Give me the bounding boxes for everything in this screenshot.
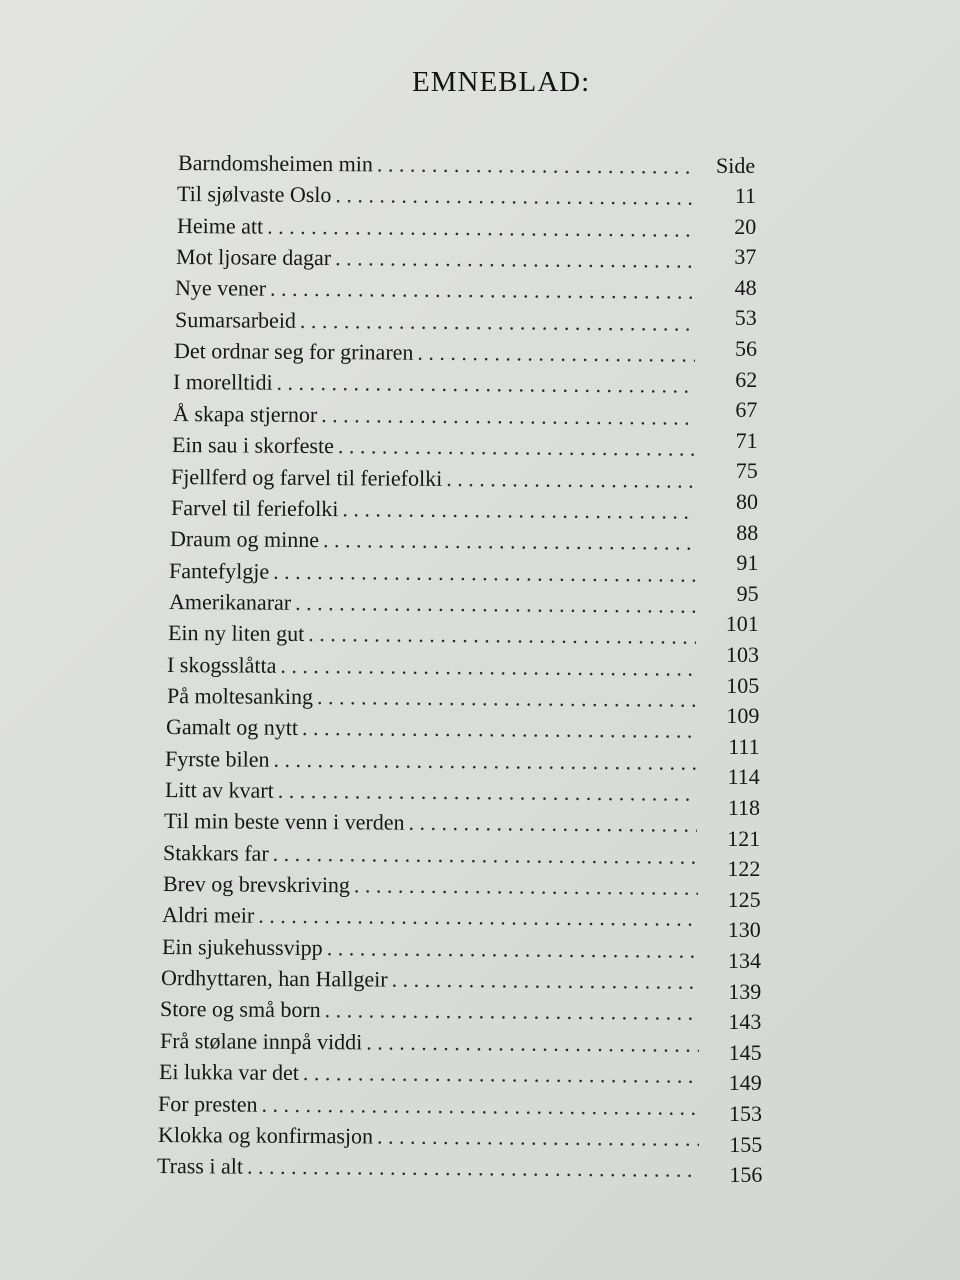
dot-leader xyxy=(338,433,696,461)
toc-page-number: 114 xyxy=(727,764,760,790)
dot-leader xyxy=(317,684,697,713)
toc-entry xyxy=(176,244,701,278)
dot-leader xyxy=(262,1091,699,1120)
dot-leader xyxy=(247,1154,699,1183)
dot-leader xyxy=(295,590,696,619)
toc-entry-title: Nye vener xyxy=(175,275,267,302)
toc-page-number: 53 xyxy=(734,305,757,331)
toc-page-number: 95 xyxy=(736,580,759,606)
dot-leader xyxy=(302,715,697,744)
dot-leader xyxy=(303,1060,699,1089)
toc-page-number: 118 xyxy=(727,795,760,820)
toc-entry xyxy=(161,934,703,968)
toc-entry xyxy=(174,338,701,372)
toc-page-number: 11 xyxy=(734,183,756,208)
toc-entry-title: I morelltidi xyxy=(173,369,274,396)
toc-page-number: 67 xyxy=(735,397,758,423)
dot-leader xyxy=(391,967,698,995)
toc-entry xyxy=(169,589,703,623)
toc-page-number: 103 xyxy=(726,642,759,667)
toc-page-number: 101 xyxy=(725,611,759,637)
toc-entry xyxy=(161,965,704,999)
dot-leader xyxy=(447,465,696,493)
toc-entry-title: Fantefylgje xyxy=(169,557,270,584)
toc-entry-title: Barndomsheimen min xyxy=(177,150,374,177)
toc-page-number: 121 xyxy=(727,825,761,851)
toc-entry-title: Klokka og konfirmasjon xyxy=(157,1121,373,1149)
toc-entry-title: Gamalt og nytt xyxy=(166,714,299,741)
toc-page-number: 37 xyxy=(734,244,757,270)
toc-page-number: 62 xyxy=(735,366,758,392)
toc-entry-title: Sumarsarbeid xyxy=(174,306,296,333)
toc-entry-title: Store og små born xyxy=(160,996,321,1023)
toc-page-number: 111 xyxy=(728,733,760,759)
dot-leader xyxy=(342,496,696,524)
toc-page-number: 75 xyxy=(735,458,758,484)
dot-leader xyxy=(274,558,696,587)
toc-entry-title: Til min beste venn i verden xyxy=(164,808,405,836)
dot-leader xyxy=(335,245,694,274)
dot-leader xyxy=(354,872,698,900)
dot-leader xyxy=(377,1123,699,1151)
toc-entry xyxy=(163,871,704,905)
page-title: EMNEBLAD: xyxy=(412,66,591,98)
toc-entry-title: For presten xyxy=(158,1090,258,1117)
dot-leader xyxy=(258,903,697,932)
toc-entry xyxy=(160,996,704,1030)
toc-entry-title: Draum og minne xyxy=(170,526,320,553)
toc-entry xyxy=(172,432,701,466)
dot-leader xyxy=(277,370,695,399)
toc-page-number: 139 xyxy=(728,978,762,1004)
toc-entry xyxy=(158,1091,704,1125)
dot-leader xyxy=(377,151,694,179)
toc-entry-title: Å skapa stjernor xyxy=(172,400,318,427)
dot-leader xyxy=(308,621,696,650)
toc-page-number: 156 xyxy=(729,1162,763,1188)
toc-page-number: 91 xyxy=(736,550,759,576)
toc-page-number: 155 xyxy=(729,1131,763,1157)
toc-entry xyxy=(157,1122,704,1156)
toc-entry xyxy=(167,683,703,717)
toc-entry-title: Fyrste bilen xyxy=(165,745,271,772)
toc-entry-title: Ein ny liten gut xyxy=(168,620,305,647)
toc-entry xyxy=(159,1059,705,1093)
side-column-label: Side xyxy=(716,153,756,178)
toc-entry-title: Farvel til feriefolki xyxy=(170,494,339,522)
toc-entry-title: Det ordnar seg for grinaren xyxy=(173,338,414,365)
toc-entry-title: Trass i alt xyxy=(156,1153,243,1179)
toc-page-number: 20 xyxy=(734,213,757,239)
toc-entry-title: Brev og brevskriving xyxy=(162,871,350,898)
toc-entry-title: I skogsslåtta xyxy=(167,651,277,678)
dot-leader xyxy=(321,402,695,431)
dot-leader xyxy=(267,213,695,242)
toc-entry xyxy=(169,558,702,592)
toc-entry-title: Litt av kvart xyxy=(164,777,274,803)
toc-entry-title: Ordhyttaren, han Hallgeir xyxy=(160,965,388,992)
toc-entry xyxy=(175,275,700,309)
toc-entry xyxy=(177,213,701,247)
toc-entry xyxy=(178,150,700,184)
toc-page-number: 80 xyxy=(736,489,758,514)
dot-leader xyxy=(300,308,695,337)
toc-page-number: 125 xyxy=(727,886,761,912)
toc-entry xyxy=(167,652,702,686)
dot-leader xyxy=(270,276,694,305)
toc-page-number: 153 xyxy=(729,1101,762,1126)
toc-page-number: 48 xyxy=(734,274,757,300)
dot-leader xyxy=(281,652,697,681)
toc-entry-title: Aldri meir xyxy=(162,902,255,929)
toc-entry-title: Ein sau i skorfeste xyxy=(171,432,335,459)
toc-entry-title: Ei lukka var det xyxy=(158,1059,299,1086)
toc-entry xyxy=(163,840,703,874)
toc-entry-title: Fjellferd og farvel til feriefolki xyxy=(171,463,443,491)
toc-page-number: 71 xyxy=(735,427,758,453)
toc-entry xyxy=(173,401,702,435)
toc-page-number: 145 xyxy=(728,1039,762,1065)
toc-entry-title: Heime att xyxy=(176,212,263,239)
toc-entry xyxy=(171,495,702,529)
dot-leader xyxy=(323,527,696,556)
toc-entry xyxy=(177,181,700,215)
dot-leader xyxy=(277,778,697,807)
dot-leader xyxy=(326,935,698,964)
toc-page-number: 88 xyxy=(736,519,759,545)
toc-entry-title: Mot ljosare dagar xyxy=(175,244,332,271)
toc-page-number: 105 xyxy=(726,672,760,698)
toc-page-number: 134 xyxy=(728,948,761,973)
toc-page-number: 109 xyxy=(726,703,760,729)
toc-entry-title: Ein sjukehussvipp xyxy=(161,933,323,960)
toc-entry xyxy=(157,1153,705,1187)
toc-entry xyxy=(165,746,703,780)
toc-page-number: 130 xyxy=(727,917,761,943)
toc-entry xyxy=(164,808,703,842)
dot-leader xyxy=(336,182,695,211)
toc-entry xyxy=(162,902,704,936)
dot-leader xyxy=(274,746,697,775)
toc-entry-title: Stakkars far xyxy=(163,839,270,866)
dot-leader xyxy=(409,810,698,838)
dot-leader xyxy=(273,840,697,869)
toc-page-number: 149 xyxy=(728,1070,762,1096)
toc-entry-title: Til sjølvaste Oslo xyxy=(177,181,332,208)
dot-leader xyxy=(366,1029,699,1057)
toc-entry-title: På moltesanking xyxy=(166,682,313,709)
toc-entry-title: Frå stølane innpå viddi xyxy=(159,1027,362,1055)
toc-entry xyxy=(175,307,701,341)
dot-leader xyxy=(325,998,698,1027)
toc-entry xyxy=(159,1028,704,1062)
toc-entry xyxy=(168,620,702,654)
toc-entry xyxy=(165,777,703,811)
toc-page-number: 122 xyxy=(727,856,761,882)
toc-entry xyxy=(166,714,703,748)
toc-entry xyxy=(171,464,701,498)
toc-entry-title: Amerikanarar xyxy=(168,588,292,615)
dot-leader xyxy=(417,340,695,368)
toc-entry xyxy=(170,526,702,560)
toc-page-number: 143 xyxy=(728,1009,762,1035)
toc-page-number: 56 xyxy=(735,336,757,361)
toc-entry xyxy=(173,369,701,403)
